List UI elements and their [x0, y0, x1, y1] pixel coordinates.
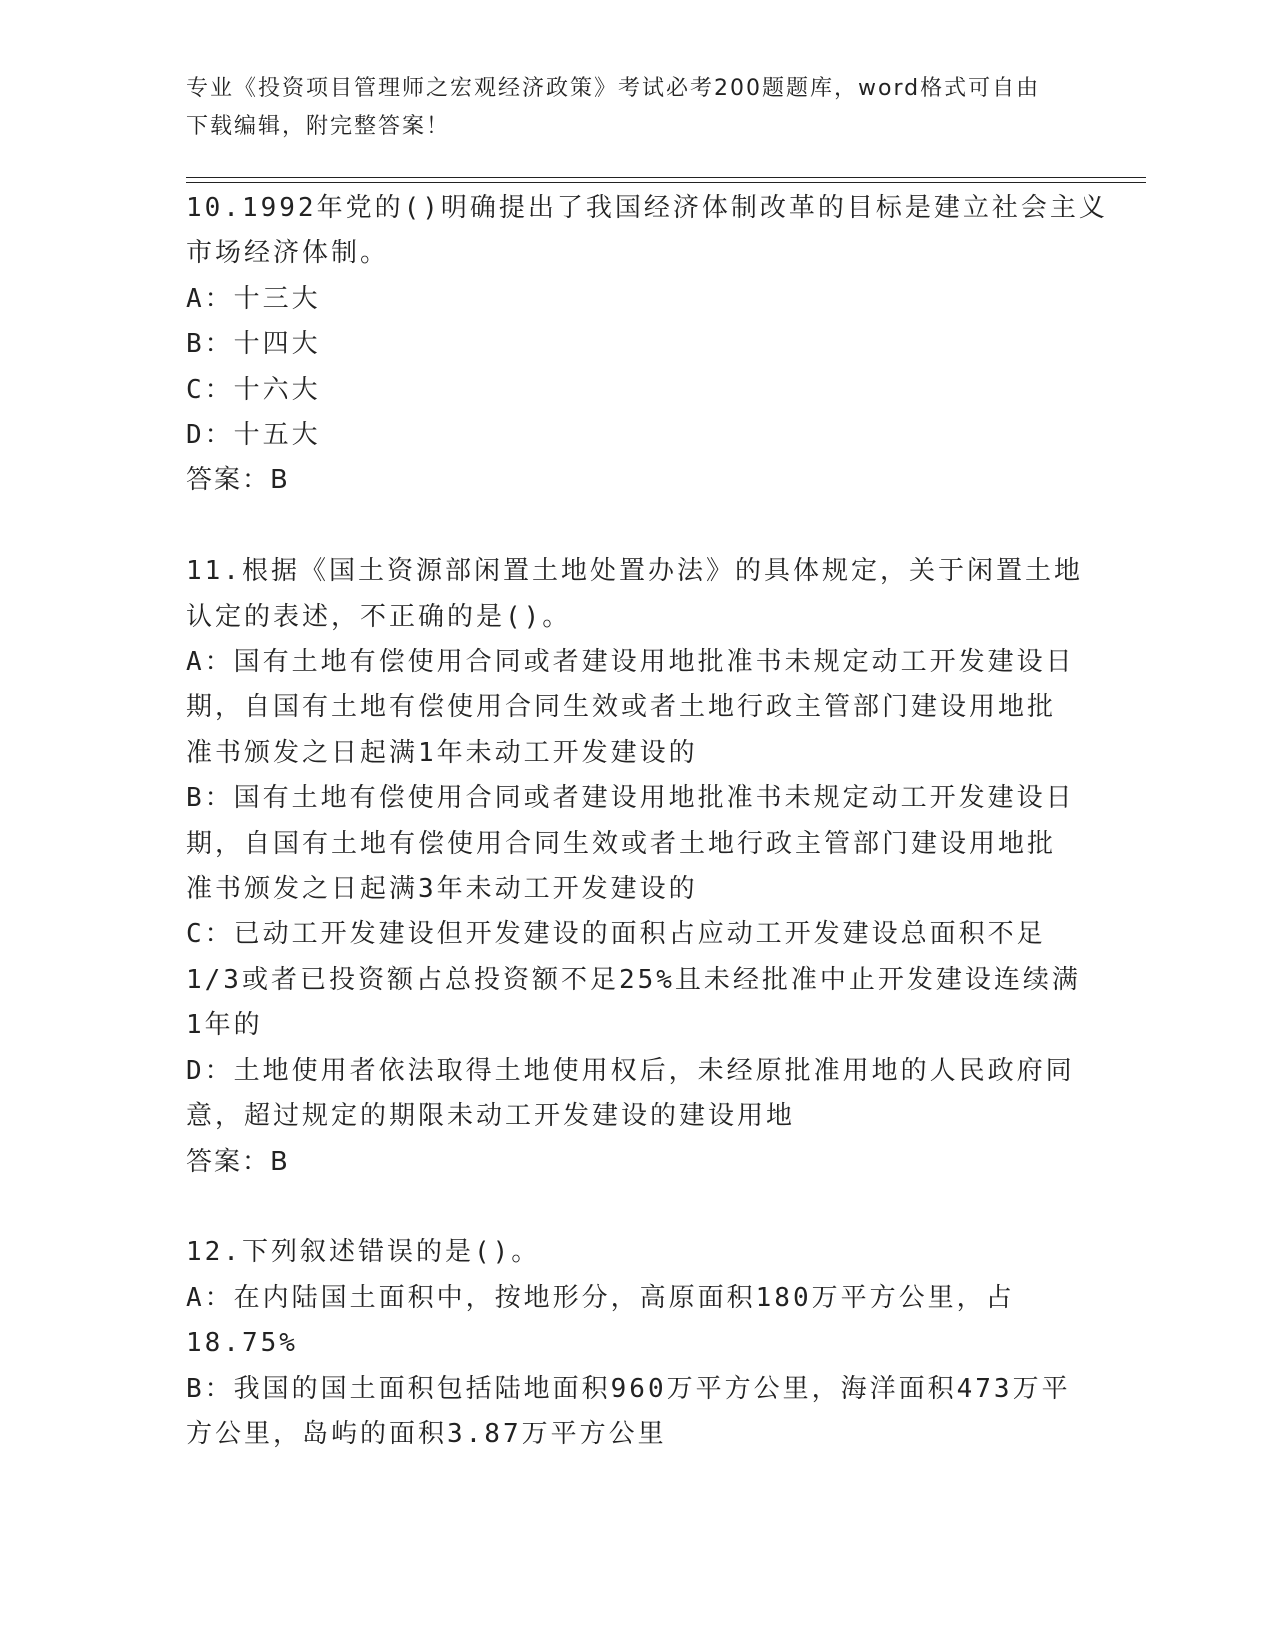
option-a: A：十三大 — [186, 283, 321, 314]
question-item — [186, 549, 1083, 1185]
option-b-cont: 期，自国有土地有偿使用合同生效或者土地行政主管部门建设用地批 — [186, 828, 1057, 859]
header-line-2: 下载编辑，附完整答案！ — [186, 114, 451, 139]
option-b: B：十四大 — [186, 329, 321, 360]
header-line-1: 专业《投资项目管理师之宏观经济政策》考试必考200题题库，word格式可自由 — [186, 76, 1041, 101]
question-spacer — [186, 1185, 1066, 1230]
option-a-cont: 准书颁发之日起满1年未动工开发建设的 — [186, 737, 698, 768]
question-item — [186, 1230, 1071, 1457]
question-spacer — [186, 504, 1066, 549]
option-b-cont: 准书颁发之日起满3年未动工开发建设的 — [186, 874, 698, 905]
option-a: A：国有土地有偿使用合同或者建设用地批准书未规定动工开发建设日 — [186, 647, 1075, 678]
option-c-cont: 1/3或者已投资额占总投资额不足25%且未经批准中止开发建设连续满 — [186, 964, 1081, 995]
document-header — [186, 70, 1066, 146]
option-d: D：十五大 — [186, 420, 321, 451]
question-stem-line: 12.下列叙述错误的是()。 — [186, 1237, 541, 1268]
option-a: A：在内陆国土面积中，按地形分，高原面积180万平方公里，占 — [186, 1282, 1015, 1313]
header-divider-top — [186, 177, 1146, 178]
answer-line: 答案：B — [186, 465, 290, 496]
answer-line: 答案：B — [186, 1146, 290, 1177]
question-stem-line: 10.1992年党的()明确提出了我国经济体制改革的目标是建立社会主义 — [186, 193, 1108, 223]
option-b: B：国有土地有偿使用合同或者建设用地批准书未规定动工开发建设日 — [186, 783, 1075, 814]
header-divider-bottom — [186, 182, 1146, 183]
option-b-cont: 方公里，岛屿的面积3.87万平方公里 — [186, 1418, 667, 1449]
option-b: B：我国的国土面积包括陆地面积960万平方公里，海洋面积473万平 — [186, 1373, 1071, 1404]
option-c-cont: 1年的 — [186, 1010, 263, 1041]
option-c: C：十六大 — [186, 374, 321, 405]
question-stem-line: 认定的表述，不正确的是()。 — [186, 601, 572, 632]
question-item — [186, 186, 1108, 504]
option-c: C：已动工开发建设但开发建设的面积占应动工开发建设总面积不足 — [186, 919, 1046, 950]
option-d: D：土地使用者依法取得土地使用权后，未经原批准用地的人民政府同 — [186, 1055, 1075, 1086]
question-stem-line: 11.根据《国土资源部闲置土地处置办法》的具体规定，关于闲置土地 — [186, 556, 1083, 587]
option-a-cont: 期，自国有土地有偿使用合同生效或者土地行政主管部门建设用地批 — [186, 692, 1057, 723]
option-a-cont: 18.75% — [186, 1328, 298, 1359]
question-stem-line: 市场经济体制。 — [186, 238, 390, 269]
option-d-cont: 意，超过规定的期限未动工开发建设的建设用地 — [186, 1101, 796, 1132]
question-list — [186, 186, 1108, 1457]
